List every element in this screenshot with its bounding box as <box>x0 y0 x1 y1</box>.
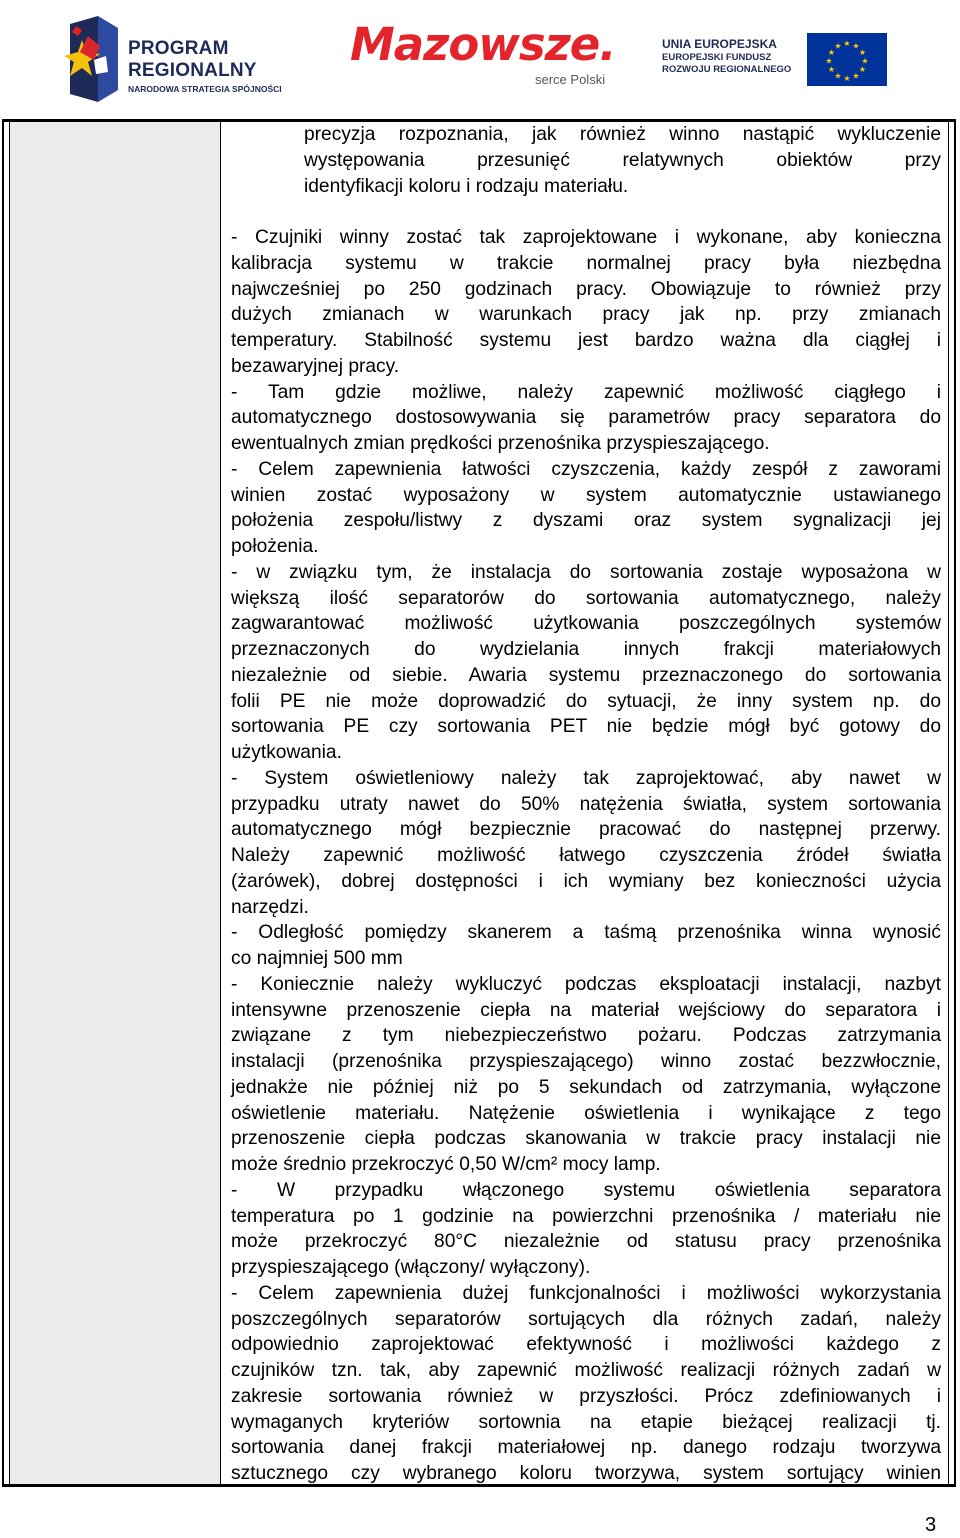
text-line: - Tam gdzie możliwe, należy zapewnić możliwość ciągłego i <box>231 381 941 403</box>
svg-text:★: ★ <box>827 65 836 74</box>
text-line: sztucznego czy wybranego koloru tworzywa, system sortujący winien <box>231 1463 941 1484</box>
page-header <box>0 0 960 110</box>
text-line: przyspieszającego (włączony/ wyłączony). <box>231 1257 591 1278</box>
text-line: temperatury. Stabilność systemu jest bardzo ważna dla ciągłej i <box>231 330 941 351</box>
text-line: precyzja rozpoznania, jak również winno nastąpić wykluczenie <box>304 124 941 145</box>
svg-text:★: ★ <box>852 41 860 51</box>
requirement-paragraph <box>231 380 941 457</box>
text-line: dużych zmianach w warunkach pracy jak np. przy zmianach <box>231 304 941 326</box>
text-line: zagwarantować możliwość użytkowania poszczególnych systemów <box>231 613 941 635</box>
requirement-paragraph <box>231 1281 941 1487</box>
text-line: zakresie sortowania również w przyszłości. Prócz zdefiniowanych i <box>231 1385 941 1407</box>
requirement-paragraph <box>231 560 941 766</box>
svg-text:★: ★ <box>861 56 869 66</box>
text-line: - Celem zapewnienia dużej funkcjonalności i możliwości wykorzystania <box>231 1282 941 1304</box>
svg-text:★: ★ <box>825 56 833 66</box>
text-line: Należy zapewnić możliwość łatwego czyszczenia źródeł światła <box>231 845 941 866</box>
program-line3: NARODOWA STRATEGIA SPÓJNOŚCI <box>128 84 282 94</box>
text-line: sortowania PE czy sortowania PET nie będzie mógł być gotowy do <box>231 716 941 738</box>
text-line: - Odległość pomiędzy skanerem a taśmą przenośnika winna wynosić <box>231 922 941 944</box>
text-line: najwcześniej po 250 godzinach pracy. Obowiązuje to również przy <box>231 278 941 300</box>
svg-text:★: ★ <box>843 74 851 83</box>
program-regionalny-emblem-icon <box>58 16 128 102</box>
text-line: - Celem zapewnienia łatwości czyszczenia, każdy zespół z zaworami <box>231 458 941 480</box>
text-line: oświetlenie materiału. Natężenie oświetlenia i wynikające z tego <box>231 1102 941 1124</box>
svg-text:★: ★ <box>834 41 842 51</box>
text-line: (żarówek), dobrej dostępności i ich wymiany bez konieczności użycia <box>231 870 941 892</box>
requirement-paragraph <box>231 457 941 560</box>
mazowsze-tagline: serce Polski <box>535 72 606 87</box>
text-line: może przekroczyć 80°C niezależnie od statusu pracy przenośnika <box>231 1231 941 1253</box>
text-line: bezawaryjnej pracy. <box>231 355 400 377</box>
requirement-paragraph <box>231 972 941 1178</box>
requirements-list <box>231 225 941 1487</box>
text-line: folii PE nie może doprowadzić do sytuacji, że inny system np. do <box>231 690 941 712</box>
requirement-paragraph <box>231 766 941 921</box>
mazowsze-wordmark: Mazowsze. <box>350 18 616 71</box>
text-line: - Czujniki winny zostać tak zaprojektowane i wykonane, aby konieczna <box>231 227 941 248</box>
text-line: odpowiednio zaprojektować efektywność i możliwości każdego z <box>231 1334 941 1356</box>
eu-fund-logo <box>662 33 892 89</box>
svg-text:★: ★ <box>852 71 860 81</box>
text-line: sortowania danej frakcji materiałowej np. danego rodzaju tworzywa <box>231 1437 941 1459</box>
text-line: - w związku tym, że instalacja do sortowania zostaje wyposażona w <box>231 561 941 583</box>
text-line: automatycznego mógł bezpiecznie pracować do następnej przerwy. <box>231 819 941 841</box>
text-line: temperatura po 1 godzinie na powierzchni przenośnika / materiału nie <box>231 1205 941 1227</box>
text-line: przenoszenie ciepła podczas skanowania w trakcie pracy instalacji nie <box>231 1128 941 1150</box>
text-line: użytkowania. <box>231 742 342 763</box>
text-line: czujników tzn. tak, aby zapewnić możliwość realizacji różnych zadań w <box>231 1360 941 1381</box>
text-line: instalacji (przenośnika przyspieszającego) winno zostać bezzwłocznie, <box>231 1051 941 1072</box>
svg-text:★: ★ <box>834 71 842 81</box>
table-divider <box>948 119 949 1487</box>
text-line: - System oświetleniowy należy tak zaprojektować, aby nawet w <box>231 767 941 789</box>
svg-text:★: ★ <box>827 48 836 57</box>
svg-text:★: ★ <box>858 48 867 57</box>
text-line: identyfikacji koloru i rodzaju materiału. <box>304 175 629 197</box>
text-line: jednakże nie później niż po 5 sekundach od zatrzymania, wyłączone <box>231 1076 941 1098</box>
text-line: położenia zespołu/listwy z dyszami oraz system sygnalizacji jej <box>231 510 941 532</box>
text-line: ewentualnych zmian prędkości przenośnika przyspieszającego. <box>231 433 770 454</box>
page-number: 3 <box>925 1514 937 1536</box>
text-line: - Koniecznie należy wykluczyć podczas eksploatacji instalacji, nazbyt <box>231 973 941 995</box>
eu-line2: EUROPEJSKI FUNDUSZ <box>662 52 772 63</box>
eu-line3: ROZWOJU REGIONALNEGO <box>662 64 792 75</box>
text-line: intensywne przenoszenie ciepła na materiał wejściowy do separatora i <box>231 999 941 1021</box>
program-line2: REGIONALNY <box>128 60 257 81</box>
text-line: automatycznego dostosowywania się parametrów pracy separatora do <box>231 407 941 429</box>
eu-line1: UNIA EUROPEJSKA <box>662 37 777 51</box>
requirement-paragraph <box>231 225 941 380</box>
text-line: - W przypadku włączonego systemu oświetlenia separatora <box>231 1179 941 1201</box>
svg-text:★: ★ <box>843 39 851 48</box>
text-line: związane z tym niebezpieczeństwo pożaru. Podczas zatrzymania <box>231 1025 941 1047</box>
text-line: przeznaczonych do wydzielania innych frakcji materiałowych <box>231 639 941 660</box>
intro-block <box>304 122 941 199</box>
text-line: przypadku utraty nawet do 50% natężenia światła, system sortowania <box>231 793 941 815</box>
text-line: niezależnie od siebie. Awaria systemu przeznaczonego do sortowania <box>231 664 941 686</box>
svg-text:★: ★ <box>858 65 867 74</box>
text-line: większą ilość separatorów do sortowania automatycznego, należy <box>231 587 941 609</box>
program-line1: PROGRAM <box>128 38 229 59</box>
table-divider <box>220 119 221 1487</box>
text-line: kalibracja systemu w trakcie normalnej pracy była niezbędna <box>231 252 941 274</box>
text-line: co najmniej 500 mm <box>231 948 403 969</box>
text-line: występowania przesunięć relatywnych obiektów przy <box>304 149 941 171</box>
text-line: położenia. <box>231 536 319 557</box>
eu-flag-icon <box>807 33 887 86</box>
text-line: poszczególnych separatorów sortujących dla różnych zadań, należy <box>231 1308 941 1330</box>
program-regionalny-logo <box>58 16 318 102</box>
specification-text <box>231 122 941 1487</box>
requirement-paragraph <box>231 920 941 972</box>
mazowsze-logo <box>350 18 630 94</box>
text-line: narzędzi. <box>231 896 309 918</box>
text-line: może średnio przekroczyć 0,50 W/cm² mocy lamp. <box>231 1154 661 1175</box>
text-line: wymaganych kryteriów sortownia na etapie bieżącej realizacji tj. <box>231 1411 941 1433</box>
table-divider <box>9 119 10 1487</box>
requirement-paragraph <box>231 1178 941 1281</box>
text-line: winien zostać wyposażony w system automatycznie ustawianego <box>231 484 941 506</box>
